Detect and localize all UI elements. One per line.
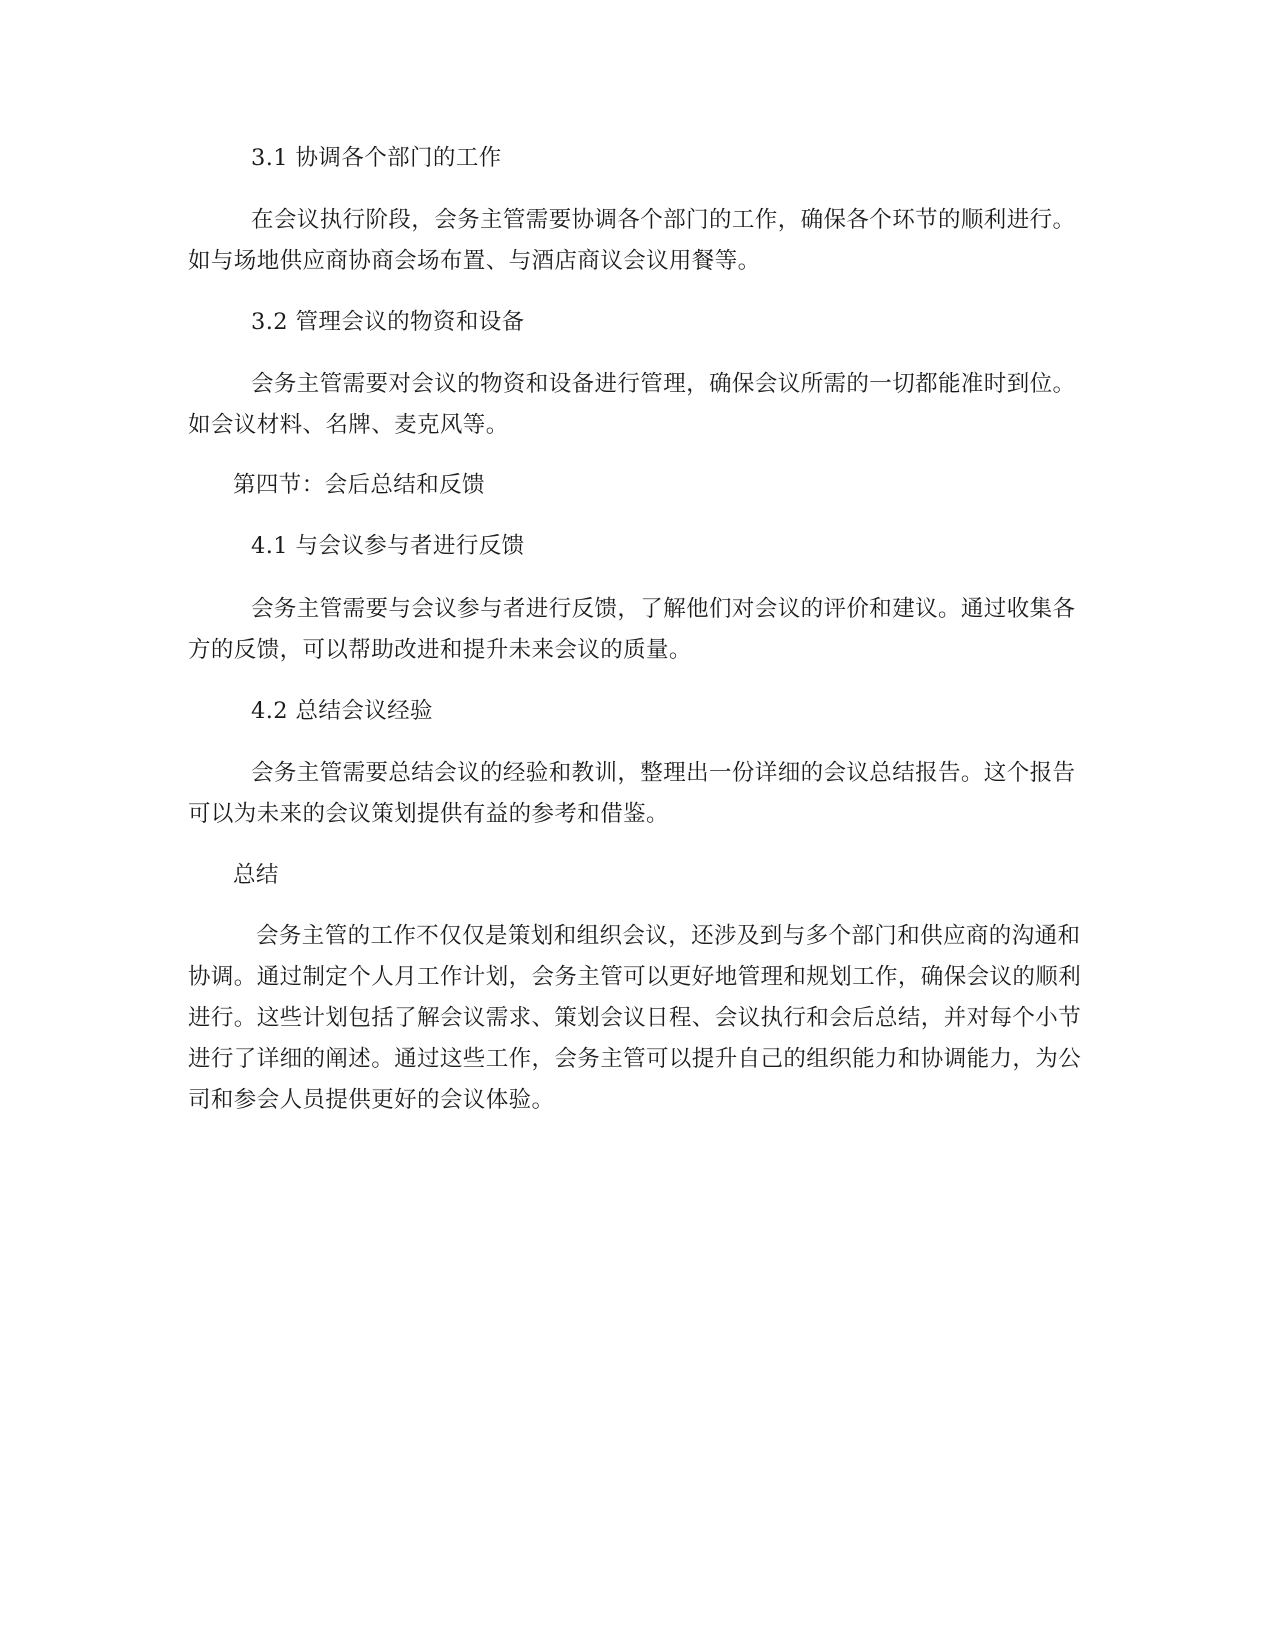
- summary-heading: 总结: [233, 862, 279, 888]
- paragraph-3-1: 在会议执行阶段，会务主管需要协调各个部门的工作，确保各个环节的顺利进行。如与场地供应商协商会场布置、与酒店商议会议用餐等。: [188, 207, 1076, 274]
- section-heading-4: 第四节：会后总结和反馈: [233, 472, 485, 498]
- subsection-heading-4-1: 4.1 与会议参与者进行反馈: [251, 533, 525, 559]
- subsection-heading-3-2: 3.2 管理会议的物资和设备: [251, 309, 525, 335]
- paragraph-4-1: 会务主管需要与会议参与者进行反馈，了解他们对会议的评价和建议。通过收集各方的反馈，可以帮助改进和提升未来会议的质量。: [188, 596, 1076, 663]
- subsection-heading-3-1: 3.1 协调各个部门的工作: [251, 145, 502, 171]
- paragraph-3-2: 会务主管需要对会议的物资和设备进行管理，确保会议所需的一切都能准时到位。如会议材料、名牌、麦克风等。: [188, 371, 1076, 438]
- subsection-heading-4-2: 4.2 总结会议经验: [251, 698, 433, 724]
- paragraph-4-2: 会务主管需要总结会议的经验和教训，整理出一份详细的会议总结报告。这个报告可以为未来的会议策划提供有益的参考和借鉴。: [188, 760, 1076, 827]
- summary-paragraph: 会务主管的工作不仅仅是策划和组织会议，还涉及到与多个部门和供应商的沟通和协调。通过制定个人月工作计划，会务主管可以更好地管理和规划工作，确保会议的顺利进行。这些计划包括了解会议需求、策划会议日程、会议执行和会后总结，并对每个小节进行了详细的阐述。通过这些工作，会务主管可以提升自己的组织能力和协调能力，为公司和参会人员提供更好的会议体验。: [188, 923, 1082, 1113]
